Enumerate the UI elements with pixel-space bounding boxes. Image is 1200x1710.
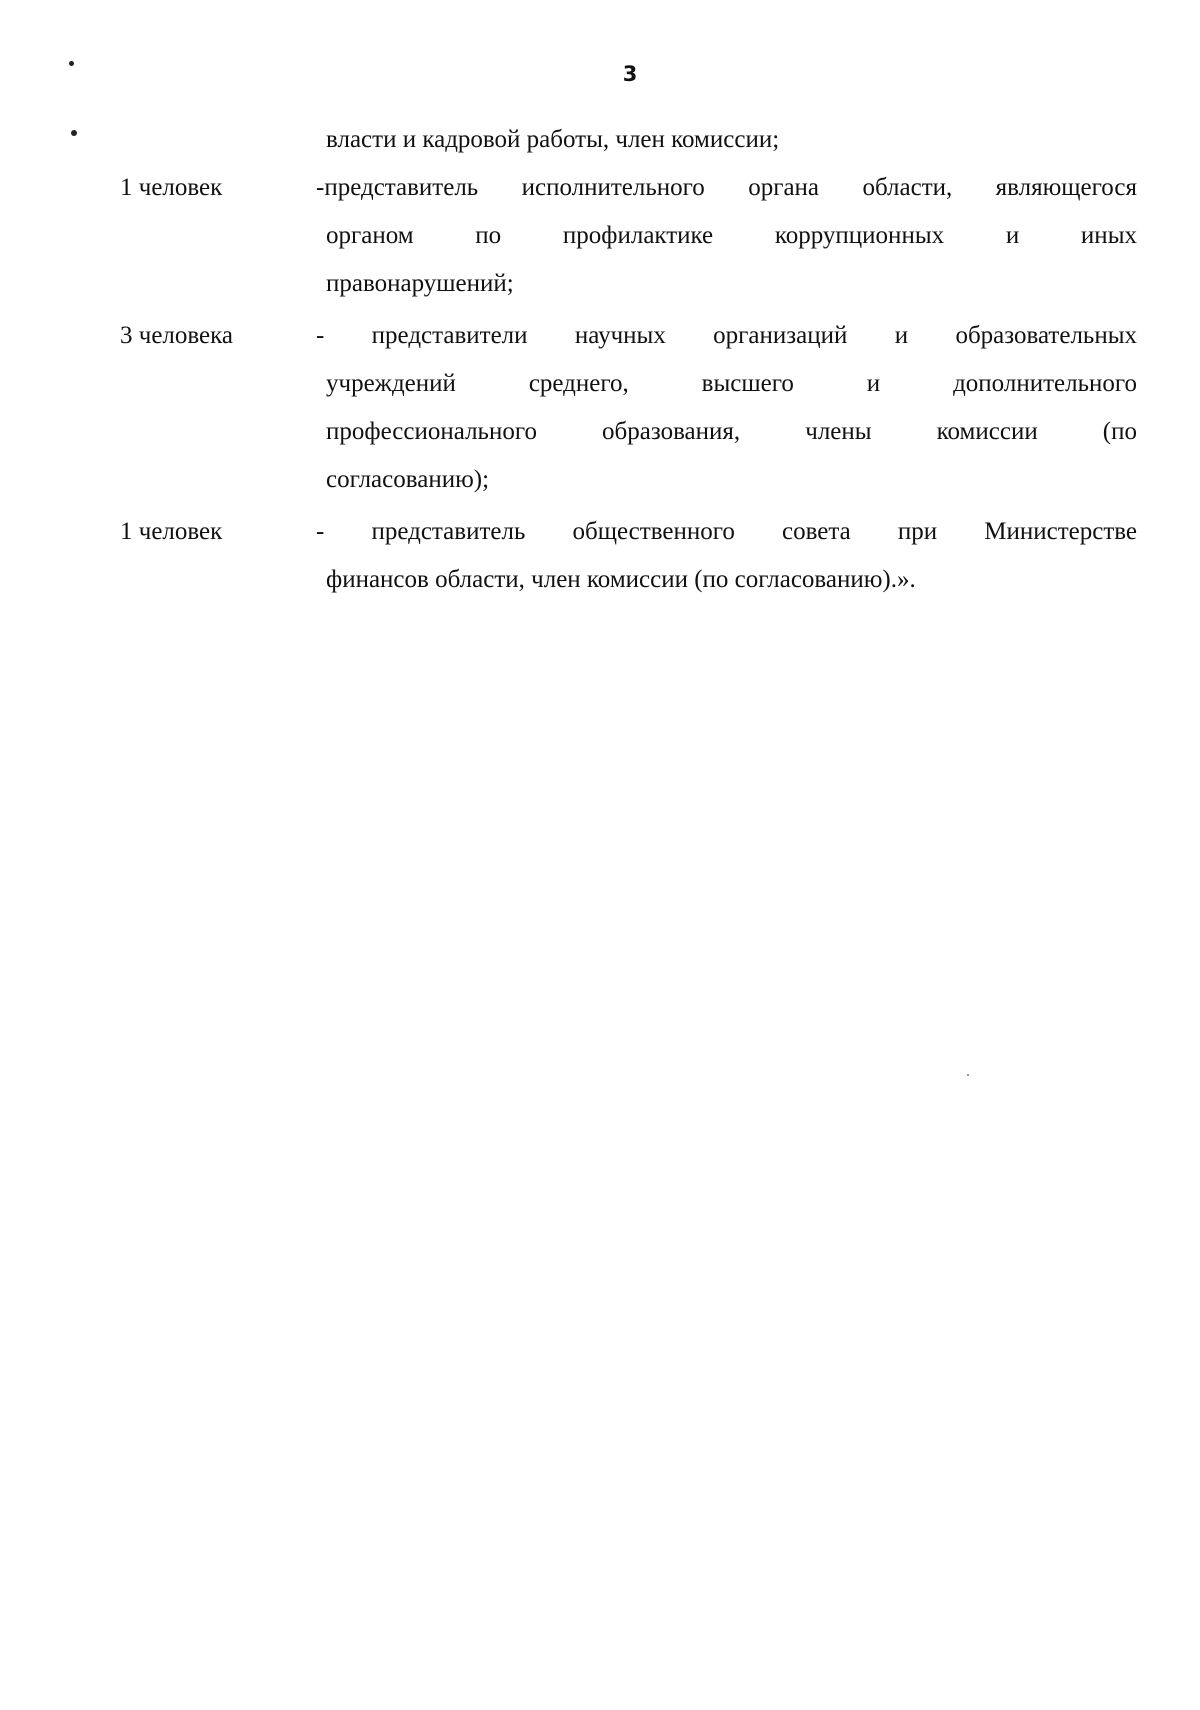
scan-mark-dot (71, 130, 77, 136)
text-line: финансов области, член комиссии (по согласованию).». (326, 566, 916, 593)
entry-quantity: 1 человек (120, 174, 223, 201)
entry-quantity: 3 человека (120, 322, 234, 349)
scan-speck (967, 1074, 969, 1076)
text-line: -представитель исполнительного органа области, являющегося (316, 174, 1137, 201)
intro-text (326, 116, 1137, 164)
text-line: правонарушений; (326, 270, 514, 297)
entry-description (316, 312, 1137, 504)
text-line: власти и кадровой работы, член комиссии; (326, 126, 780, 153)
text-line: - представитель общественного совета при Министерстве (316, 518, 1137, 545)
text-line: органом по профилактике коррупционных и иных (326, 222, 1137, 249)
text-line: учреждений среднего, высшего и дополнительного (326, 370, 1137, 397)
entry-description (316, 164, 1137, 308)
text-line: согласованию); (326, 466, 490, 493)
entry-description (316, 508, 1137, 604)
text-line: профессионального образования, члены комиссии (по (326, 418, 1137, 445)
text-line: - представители научных организаций и образовательных (316, 322, 1137, 349)
page-number: 3 (622, 62, 638, 86)
entry-quantity: 1 человек (120, 518, 223, 545)
